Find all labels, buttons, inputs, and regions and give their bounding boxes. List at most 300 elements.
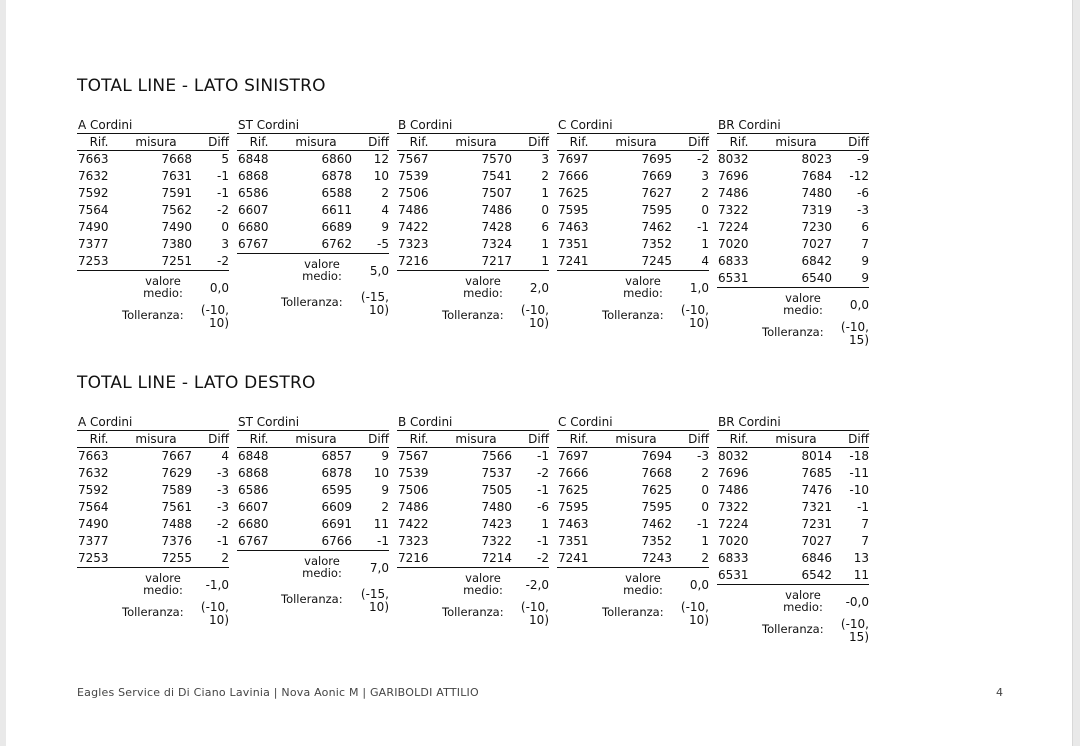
table-row [557, 448, 709, 465]
table-row [717, 516, 869, 533]
table-row [717, 202, 869, 219]
diff-cell: 10 [373, 466, 389, 480]
rif-cell: 7567 [398, 449, 429, 463]
rif-cell: 7224 [718, 517, 749, 531]
misura-cell: 7027 [801, 534, 832, 548]
rif-cell: 7463 [558, 220, 589, 234]
misura-cell: 7488 [161, 517, 192, 531]
table-row [557, 168, 709, 185]
diff-cell: 2 [701, 551, 709, 565]
summary [717, 288, 869, 368]
valore-medio-value: 0,0 [689, 578, 709, 592]
diff-cell: 0 [221, 220, 229, 234]
diff-cell: -9 [857, 152, 869, 166]
table-header [717, 431, 869, 448]
column-header: Rif. [409, 135, 429, 149]
table-row [77, 533, 229, 550]
diff-cell: 9 [381, 449, 389, 463]
misura-cell: 6842 [801, 254, 832, 268]
column-header: misura [775, 432, 817, 446]
valore-medio-value: 1,0 [689, 281, 709, 295]
valore-medio-value: -0,0 [845, 595, 869, 609]
table-row [77, 236, 229, 253]
diff-cell: 6 [541, 220, 549, 234]
summary [397, 271, 549, 351]
diff-cell: -1 [217, 534, 229, 548]
table-row [397, 533, 549, 550]
diff-cell: 0 [541, 203, 549, 217]
table-header [77, 431, 229, 448]
misura-cell: 7595 [641, 500, 672, 514]
rif-cell: 7666 [558, 466, 589, 480]
column-header: misura [615, 432, 657, 446]
rif-cell: 6586 [238, 186, 269, 200]
diff-cell: 0 [701, 203, 709, 217]
misura-cell: 7319 [801, 203, 832, 217]
table-row [557, 465, 709, 482]
diff-cell: -2 [537, 551, 549, 565]
table-row [717, 550, 869, 567]
table-row [237, 516, 389, 533]
table-row [397, 448, 549, 465]
misura-cell: 6857 [321, 449, 352, 463]
diff-cell: -1 [537, 483, 549, 497]
table-row [717, 270, 869, 288]
rif-cell: 6848 [238, 449, 269, 463]
cordini-table [717, 117, 869, 368]
misura-cell: 6595 [321, 483, 352, 497]
misura-cell: 7245 [641, 254, 672, 268]
diff-cell: -3 [217, 466, 229, 480]
table-row [237, 482, 389, 499]
rif-cell: 7486 [398, 203, 429, 217]
misura-cell: 7490 [161, 220, 192, 234]
table-header [397, 134, 549, 151]
rif-cell: 7506 [398, 186, 429, 200]
rif-cell: 7351 [558, 534, 589, 548]
misura-cell: 7380 [161, 237, 192, 251]
misura-cell: 6611 [321, 203, 352, 217]
misura-cell: 7629 [161, 466, 192, 480]
rif-cell: 7490 [78, 220, 109, 234]
table-header [557, 134, 709, 151]
misura-cell: 7231 [801, 517, 832, 531]
table-header [237, 431, 389, 448]
table-row [717, 185, 869, 202]
column-header: Diff [208, 432, 229, 446]
misura-cell: 7251 [161, 254, 192, 268]
table-row [77, 202, 229, 219]
diff-cell: 11 [853, 568, 869, 582]
misura-cell: 7566 [481, 449, 512, 463]
misura-cell: 7486 [481, 203, 512, 217]
diff-cell: -11 [849, 466, 869, 480]
rif-cell: 7216 [398, 551, 429, 565]
column-header: Diff [368, 432, 389, 446]
rif-cell: 7486 [398, 500, 429, 514]
misura-cell: 6689 [321, 220, 352, 234]
rif-cell: 7625 [558, 186, 589, 200]
column-header: Rif. [89, 135, 109, 149]
valore-medio-value: -2,0 [525, 578, 549, 592]
column-header: Diff [848, 135, 869, 149]
table-row [717, 448, 869, 465]
misura-cell: 7428 [481, 220, 512, 234]
diff-cell: 2 [381, 186, 389, 200]
valore-medio-value: 0,0 [209, 281, 229, 295]
column-header: Rif. [729, 135, 749, 149]
misura-cell: 7684 [801, 169, 832, 183]
table-row [557, 253, 709, 271]
misura-cell: 8014 [801, 449, 832, 463]
diff-cell: -1 [537, 534, 549, 548]
misura-cell: 7562 [161, 203, 192, 217]
rif-cell: 6607 [238, 500, 269, 514]
misura-cell: 7561 [161, 500, 192, 514]
diff-cell: -3 [217, 500, 229, 514]
diff-cell: -1 [697, 220, 709, 234]
valore-medio-label: valore medio: [463, 274, 503, 300]
table-label: C Cordini [557, 414, 709, 431]
cordini-table [77, 117, 229, 351]
rif-cell: 7696 [718, 169, 749, 183]
table-row [77, 253, 229, 271]
rif-cell: 7564 [78, 203, 109, 217]
table-row [717, 219, 869, 236]
rif-cell: 7539 [398, 169, 429, 183]
misura-cell: 7255 [161, 551, 192, 565]
diff-cell: 5 [221, 152, 229, 166]
table-row [717, 168, 869, 185]
misura-cell: 7570 [481, 152, 512, 166]
misura-cell: 7322 [481, 534, 512, 548]
diff-cell: 7 [861, 534, 869, 548]
diff-cell: 3 [221, 237, 229, 251]
misura-cell: 7695 [641, 152, 672, 166]
table-header [77, 134, 229, 151]
column-header: Rif. [249, 135, 269, 149]
tolleranza-label: Tolleranza: [602, 605, 664, 619]
rif-cell: 6767 [238, 534, 269, 548]
rif-cell: 7490 [78, 517, 109, 531]
rif-cell: 7241 [558, 254, 589, 268]
valore-medio-label: valore medio: [623, 274, 663, 300]
diff-cell: 1 [541, 186, 549, 200]
misura-cell: 7352 [641, 534, 672, 548]
summary [557, 271, 709, 351]
tolleranza-value: (-10, 10) [200, 303, 229, 330]
misura-cell: 7589 [161, 483, 192, 497]
diff-cell: 2 [221, 551, 229, 565]
table-row [397, 516, 549, 533]
page-footer: Eagles Service di Di Ciano Lavinia | Nova Aonic M | GARIBOLDI ATTILIO [77, 686, 479, 699]
rif-cell: 7020 [718, 237, 749, 251]
diff-cell: -2 [537, 466, 549, 480]
rif-cell: 6607 [238, 203, 269, 217]
cordini-table [557, 117, 709, 351]
diff-cell: -18 [849, 449, 869, 463]
rif-cell: 7595 [558, 203, 589, 217]
column-header: misura [775, 135, 817, 149]
table-row [77, 151, 229, 168]
table-header [717, 134, 869, 151]
table-row [557, 550, 709, 568]
column-header: misura [135, 135, 177, 149]
diff-cell: 0 [701, 483, 709, 497]
table-row [557, 533, 709, 550]
rif-cell: 6868 [238, 169, 269, 183]
diff-cell: 2 [701, 186, 709, 200]
rif-cell: 7241 [558, 551, 589, 565]
column-header: Rif. [569, 135, 589, 149]
column-header: misura [615, 135, 657, 149]
misura-cell: 8023 [801, 152, 832, 166]
diff-cell: -2 [217, 254, 229, 268]
valore-medio-label: valore medio: [783, 291, 823, 317]
valore-medio-value: 0,0 [849, 298, 869, 312]
rif-cell: 7663 [78, 449, 109, 463]
column-header: Diff [688, 135, 709, 149]
diff-cell: -1 [537, 449, 549, 463]
table-row [717, 482, 869, 499]
table-row [557, 482, 709, 499]
table-row [397, 168, 549, 185]
diff-cell: -2 [217, 203, 229, 217]
tolleranza-value: (-10, 10) [200, 600, 229, 627]
summary [717, 585, 869, 665]
diff-cell: 1 [701, 534, 709, 548]
tolleranza-value: (-15, 10) [360, 587, 389, 614]
table-row [397, 236, 549, 253]
misura-cell: 7321 [801, 500, 832, 514]
table-label: B Cordini [397, 117, 549, 134]
rif-cell: 6680 [238, 220, 269, 234]
rif-cell: 7595 [558, 500, 589, 514]
valore-medio-value: 5,0 [369, 264, 389, 278]
column-header: Rif. [569, 432, 589, 446]
table-row [237, 219, 389, 236]
misura-cell: 7376 [161, 534, 192, 548]
misura-cell: 6609 [321, 500, 352, 514]
table-label: A Cordini [77, 414, 229, 431]
misura-cell: 7462 [641, 517, 672, 531]
diff-cell: 2 [541, 169, 549, 183]
diff-cell: 1 [541, 517, 549, 531]
misura-cell: 7230 [801, 220, 832, 234]
diff-cell: 11 [373, 517, 389, 531]
rif-cell: 7322 [718, 500, 749, 514]
rif-cell: 7567 [398, 152, 429, 166]
diff-cell: 4 [221, 449, 229, 463]
cordini-table [237, 117, 389, 334]
table-row [717, 253, 869, 270]
tolleranza-label: Tolleranza: [602, 308, 664, 322]
table-row [397, 185, 549, 202]
diff-cell: 9 [861, 254, 869, 268]
diff-cell: -3 [697, 449, 709, 463]
summary [557, 568, 709, 648]
rif-cell: 7486 [718, 186, 749, 200]
diff-cell: 9 [381, 220, 389, 234]
valore-medio-value: 7,0 [369, 561, 389, 575]
diff-cell: -10 [849, 483, 869, 497]
rif-cell: 6767 [238, 237, 269, 251]
cordini-table [717, 414, 869, 665]
misura-cell: 7595 [641, 203, 672, 217]
section-title-right: TOTAL LINE - LATO DESTRO [77, 373, 316, 393]
misura-cell: 7667 [161, 449, 192, 463]
diff-cell: -3 [217, 483, 229, 497]
tolleranza-label: Tolleranza: [122, 605, 184, 619]
table-row [717, 567, 869, 585]
column-header: Diff [688, 432, 709, 446]
column-header: Diff [528, 432, 549, 446]
tolleranza-value: (-10, 10) [680, 303, 709, 330]
table-row [77, 499, 229, 516]
table-row [557, 219, 709, 236]
table-row [397, 499, 549, 516]
rif-cell: 7253 [78, 551, 109, 565]
diff-cell: -1 [697, 517, 709, 531]
diff-cell: 2 [701, 466, 709, 480]
rif-cell: 7422 [398, 517, 429, 531]
misura-cell: 7627 [641, 186, 672, 200]
rif-cell: 6531 [718, 568, 749, 582]
diff-cell: 4 [381, 203, 389, 217]
diff-cell: -2 [697, 152, 709, 166]
document-page [6, 0, 1073, 746]
misura-cell: 7476 [801, 483, 832, 497]
rif-cell: 6868 [238, 466, 269, 480]
rif-cell: 7625 [558, 483, 589, 497]
misura-cell: 6860 [321, 152, 352, 166]
table-row [237, 499, 389, 516]
table-row [77, 448, 229, 465]
table-label: BR Cordini [717, 414, 869, 431]
table-row [77, 219, 229, 236]
diff-cell: -12 [849, 169, 869, 183]
table-row [717, 533, 869, 550]
diff-cell: -1 [217, 186, 229, 200]
table-label: ST Cordini [237, 414, 389, 431]
tolleranza-value: (-10, 10) [520, 600, 549, 627]
tolleranza-value: (-15, 10) [360, 290, 389, 317]
diff-cell: 10 [373, 169, 389, 183]
table-row [717, 151, 869, 168]
table-row [397, 550, 549, 568]
diff-cell: -3 [857, 203, 869, 217]
rif-cell: 7463 [558, 517, 589, 531]
summary [77, 271, 229, 351]
summary [237, 254, 389, 334]
diff-cell: 6 [861, 220, 869, 234]
rif-cell: 7377 [78, 534, 109, 548]
tolleranza-label: Tolleranza: [122, 308, 184, 322]
column-header: Rif. [89, 432, 109, 446]
diff-cell: 9 [381, 483, 389, 497]
misura-cell: 6588 [321, 186, 352, 200]
rif-cell: 7632 [78, 169, 109, 183]
rif-cell: 8032 [718, 449, 749, 463]
rif-cell: 7253 [78, 254, 109, 268]
table-row [237, 168, 389, 185]
table-row [77, 465, 229, 482]
misura-cell: 7480 [801, 186, 832, 200]
rif-cell: 8032 [718, 152, 749, 166]
rif-cell: 7696 [718, 466, 749, 480]
table-header [557, 431, 709, 448]
rif-cell: 6833 [718, 254, 749, 268]
rif-cell: 7216 [398, 254, 429, 268]
misura-cell: 7462 [641, 220, 672, 234]
misura-cell: 6878 [321, 466, 352, 480]
misura-cell: 7668 [641, 466, 672, 480]
table-row [397, 253, 549, 271]
cordini-table [397, 414, 549, 648]
column-header: Rif. [409, 432, 429, 446]
table-row [237, 448, 389, 465]
misura-cell: 6766 [321, 534, 352, 548]
table-label: ST Cordini [237, 117, 389, 134]
rif-cell: 7351 [558, 237, 589, 251]
tolleranza-value: (-10, 10) [680, 600, 709, 627]
table-row [557, 185, 709, 202]
rif-cell: 7422 [398, 220, 429, 234]
misura-cell: 7668 [161, 152, 192, 166]
tolleranza-label: Tolleranza: [442, 605, 504, 619]
diff-cell: 3 [701, 169, 709, 183]
rif-cell: 6586 [238, 483, 269, 497]
rif-cell: 7020 [718, 534, 749, 548]
table-row [237, 185, 389, 202]
diff-cell: -6 [857, 186, 869, 200]
column-header: Diff [368, 135, 389, 149]
diff-cell: 13 [853, 551, 869, 565]
rif-cell: 7632 [78, 466, 109, 480]
diff-cell: 2 [381, 500, 389, 514]
table-row [717, 236, 869, 253]
diff-cell: -2 [217, 517, 229, 531]
valore-medio-label: valore medio: [302, 257, 342, 283]
table-header [237, 134, 389, 151]
table-row [77, 185, 229, 202]
cordini-table [557, 414, 709, 648]
rif-cell: 7666 [558, 169, 589, 183]
rif-cell: 6833 [718, 551, 749, 565]
valore-medio-value: -1,0 [205, 578, 229, 592]
tolleranza-value: (-10, 15) [840, 617, 869, 644]
misura-cell: 7625 [641, 483, 672, 497]
rif-cell: 7323 [398, 534, 429, 548]
diff-cell: 1 [701, 237, 709, 251]
misura-cell: 7541 [481, 169, 512, 183]
table-label: C Cordini [557, 117, 709, 134]
table-row [557, 516, 709, 533]
misura-cell: 6542 [801, 568, 832, 582]
misura-cell: 7243 [641, 551, 672, 565]
column-header: misura [455, 432, 497, 446]
diff-cell: 1 [541, 254, 549, 268]
column-header: misura [295, 432, 337, 446]
tolleranza-label: Tolleranza: [762, 622, 824, 636]
tolleranza-label: Tolleranza: [442, 308, 504, 322]
summary [397, 568, 549, 648]
section-title-left: TOTAL LINE - LATO SINISTRO [77, 76, 326, 96]
diff-cell: 4 [701, 254, 709, 268]
column-header: misura [135, 432, 177, 446]
tolleranza-label: Tolleranza: [762, 325, 824, 339]
misura-cell: 7505 [481, 483, 512, 497]
